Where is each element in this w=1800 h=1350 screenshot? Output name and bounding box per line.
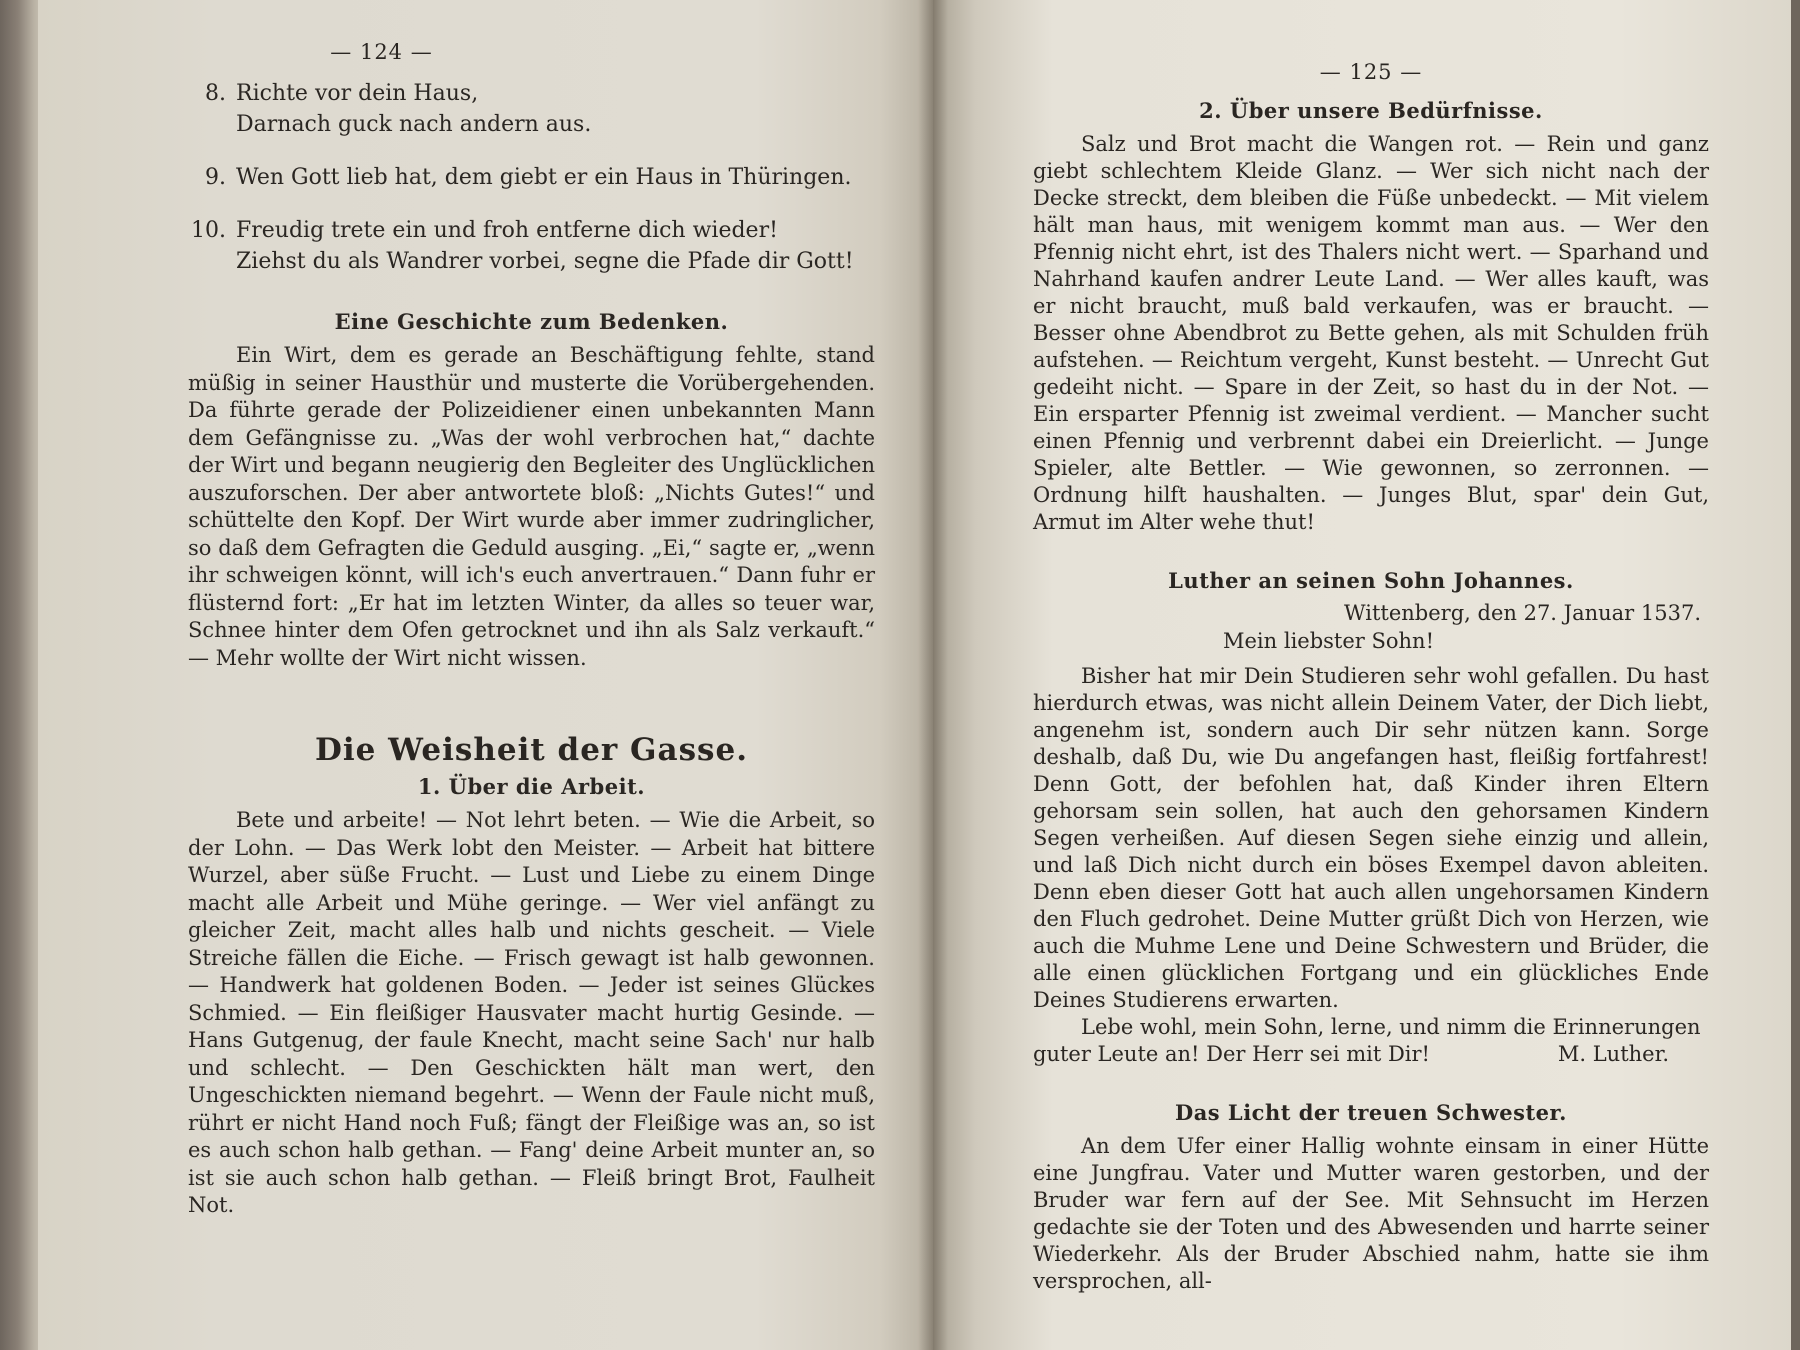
proverb-number: 10. [191,218,226,243]
proverb-list [188,78,875,277]
section-title: Die Weisheit der Gasse. [314,732,749,768]
schwester-paragraph: An dem Ufer einer Hallig wohnte einsam in einer Hütte eine Jungfrau. Vater und Mutter waren gestorben, und der Bruder war fern auf der See. Mit Sehnsucht im Herzen gedachte sie der Toten und des Abwesenden und harrte seiner Wiederkehr. Als der Bruder Abschied nahm, hatte sie ihm versprochen, all- [1033,1134,1709,1293]
letter-signature: M. Luther. [1557,1042,1669,1066]
letter-closing: Lebe wohl, mein Sohn, lerne, und nimm die Erinnerungen [1081,1015,1701,1039]
letter-dateline: Wittenberg, den 27. Januar 1537. [1344,601,1701,625]
proverb-line: Ziehst du als Wandrer vorbei, segne die Pfade dir Gott! [236,249,854,274]
letter-closing-end: guter Leute an! Der Herr sei mit Dir! [1033,1042,1430,1066]
story-paragraph: Ein Wirt, dem es gerade an Beschäftigung fehlte, stand müßig in seiner Hausthür und musterte die Vorübergehenden. Da führte gerade der Polizeidiener einen unbekannten Mann dem Gefängnisse zu. „Was der wohl verbrochen hat,“ dachte der Wirt und begann neugierig den Begleiter des Unglücklichen auszuforschen. Der aber antwortete bloß: „Nichts Gutes!“ und schüttelte den Kopf. Der Wirt wurde aber immer zudringlicher, so daß dem Gefragten die Geduld ausging. „Ei,“ sagte er, „wenn ihr schweigen könnt, will ich's euch anvertrauen.“ Dann fuhr er flüsternd fort: „Er hat im letzten Winter, da alles so teuer war, Schnee hinter dem Ofen getrocknet und ihn als Salz verkauft.“ — Mehr wollte der Wirt nicht wissen. [188,343,875,670]
book-gutter [918,0,948,1350]
letter-signature-line [1033,1041,1709,1068]
proverb-item [188,215,875,277]
proverb-item [188,78,875,140]
story-heading: Eine Geschichte zum Bedenken. [334,309,729,334]
proverb-number: 8. [205,81,226,106]
proverb-number: 9. [205,165,226,190]
page-number: — 124 — [330,40,433,64]
schwester-heading: Das Licht der treuen Schwester. [1174,1100,1567,1125]
proverb-line: Freudig trete ein und froh entferne dich wieder! [236,218,778,243]
proverb-line: Wen Gott lieb hat, dem giebt er ein Haus in Thüringen. [236,165,852,190]
beduerfnisse-heading: 2. Über unsere Bedürfnisse. [1199,98,1543,123]
proverb-line: Richte vor dein Haus, [236,81,479,106]
letter-heading: Luther an seinen Sohn Johannes. [1168,568,1574,593]
right-page [933,0,1791,1350]
arbeit-heading: 1. Über die Arbeit. [417,774,646,799]
beduerfnisse-paragraph: Salz und Brot macht die Wangen rot. — Rein und ganz giebt schlechtem Kleide Glanz. — Wer sich nicht nach der Decke streckt, dem bleiben die Füße unbedeckt. — Mit vielem hält man haus, mit wenigem kommt man aus. — Wer den Pfennig nicht ehrt, ist des Thalers nicht wert. — Sparhand und Nahrhand kaufen andrer Leute Land. — Wer alles kauft, was er nicht braucht, muß bald verkaufen, was er braucht. — Besser ohne Abendbrot zu Bette gehen, als mit Schulden früh aufstehen. — Reichtum vergeht, Kunst besteht. — Unrecht Gut gedeiht nicht. — Spare in der Zeit, so hast du in der Not. — Ein ersparter Pfennig ist zweimal verdient. — Mancher sucht einen Pfennig und verbrennt dabei ein Dreierlicht. — Junge Spieler, alte Bettler. — Wie gewonnen, so zerronnen. — Ordnung hilft haushalten. — Junges Blut, spar' dein Gut, Armut im Alter wehe thut! [1033,132,1709,534]
book-edge [1791,0,1800,1350]
left-page [38,0,933,1350]
letter-salutation: Mein liebster Sohn! [1223,629,1435,653]
proverb-item [188,162,875,193]
page-number: — 125 — [1319,60,1423,84]
arbeit-paragraph: Bete und arbeite! — Not lehrt beten. — Wie die Arbeit, so der Lohn. — Das Werk lobt den Meister. — Arbeit hat bittere Wurzel, aber süße Frucht. — Lust und Liebe zu einem Dinge macht alle Arbeit und Mühe geringe. — Wer viel anfängt zu gleicher Zeit, macht alles halb und nichts gescheit. — Viele Streiche fällen die Eiche. — Frisch gewagt ist halb gewonnen. — Handwerk hat goldenen Boden. — Jeder ist seines Glückes Schmied. — Ein fleißiger Hausvater macht hurtig Gesinde. — Hans Gutgenug, der faule Knecht, macht seine Sach' nur halb und schlecht. — Den Geschickten hält man wert, den Ungeschickten niemand begehrt. — Wenn der Faule nicht muß, rührt er nicht Hand noch Fuß; fängt der Fleißige was an, so ist es auch schon halb gethan. — Fang' deine Arbeit munter an, so ist sie auch schon halb gethan. — Fleiß bringt Brot, Faulheit Not. [188,808,875,1217]
proverb-line: Darnach guck nach andern aus. [236,112,592,137]
letter-body: Bisher hat mir Dein Studieren sehr wohl gefallen. Du hast hierdurch etwas, was nicht allein Deinem Vater, der Dich liebt, angenehm ist, sondern auch Dir sehr nützen kann. Sorge deshalb, daß Du, wie Du angefangen hast, fleißig fortfahrest! Denn Gott, der befohlen hat, daß Kinder ihren Eltern gehorsam sein sollen, hat auch den gehorsamen Kindern Segen verheißen. Auf diesen Segen siehe einzig und allein, und laß Dich nicht durch ein böses Exempel davon ableiten. Denn eben dieser Gott hat auch allen ungehorsamen Kindern den Fluch gedrohet. Deine Mutter grüßt Dich von Herzen, wie auch die Muhme Lene und Deine Schwestern und Brüder, die alle einen glücklichen Fortgang und ein glückliches Ende Deines Studierens erwarten. [1033,664,1709,1012]
